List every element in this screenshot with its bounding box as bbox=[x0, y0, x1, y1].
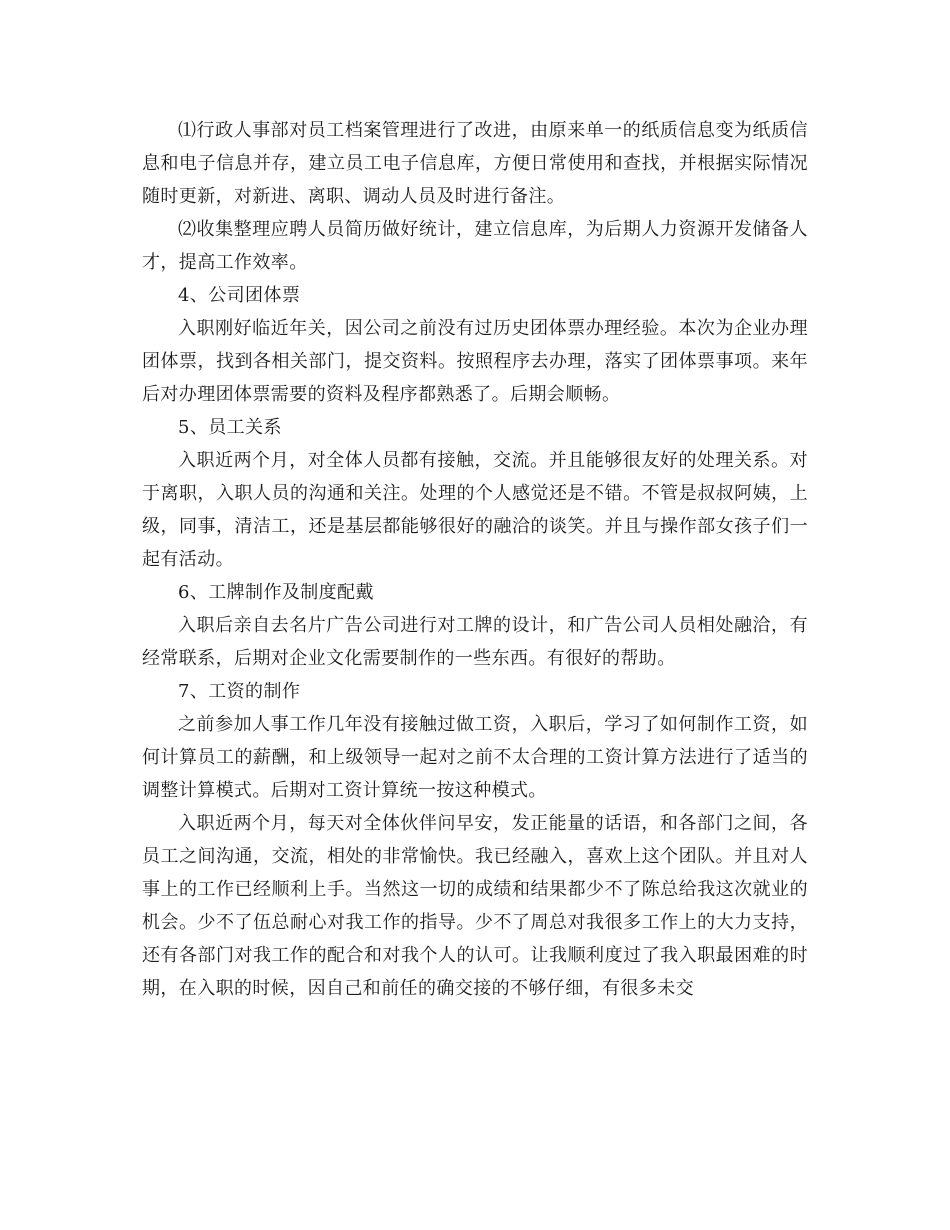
paragraph-badge-making: 入职后亲自去名片广告公司进行对工牌的设计，和广告公司人员相处融洽，有经常联系，后期对企业文化需要制作的一些东西。有很好的帮助。 bbox=[142, 615, 808, 669]
document-body bbox=[142, 114, 808, 1005]
paragraph-summary: 入职近两个月，每天对全体伙伴问早安，发正能量的话语，和各部门之间，各员工之间沟通，交流，相处的非常愉快。我已经融入，喜欢上这个团队。并且对人事上的工作已经顺利上手。当然这一切的成绩和结果都少不了陈总给我这次就业的机会。少不了伍总耐心对我工作的指导。少不了周总对我很多工作上的大力支持，还有各部门对我工作的配合和对我个人的认可。让我顺利度过了我入职最困难的时期，在入职的时候，因自己和前任的确交接的不够仔细，有很多未交 bbox=[142, 813, 808, 999]
section-heading-employee-relations: 5、员工关系 bbox=[178, 417, 282, 438]
section-heading-payroll: 7、工资的制作 bbox=[178, 681, 301, 702]
paragraph-archive-management: ⑴行政人事部对员工档案管理进行了改进，由原来单一的纸质信息变为纸质信息和电子信息并存，建立员工电子信息库，方便日常使用和查找，并根据实际情况随时更新，对新进、离职、调动人员及时进行备注。 bbox=[142, 120, 808, 207]
paragraph-employee-relations: 入职近两个月，对全体人员都有接触，交流。并且能够很友好的处理关系。对于离职，入职人员的沟通和关注。处理的个人感觉还是不错。不管是叔叔阿姨，上级，同事，清洁工，还是基层都能够很好的融洽的谈笑。并且与操作部女孩子们一起有活动。 bbox=[142, 450, 808, 570]
paragraph-group-ticket: 入职刚好临近年关，因公司之前没有过历史团体票办理经验。本次为企业办理团体票，找到各相关部门，提交资料。按照程序去办理，落实了团体票事项。来年后对办理团体票需要的资料及程序都熟悉了。后期会顺畅。 bbox=[142, 318, 808, 405]
paragraph-payroll: 之前参加人事工作几年没有接触过做工资，入职后，学习了如何制作工资，如何计算员工的薪酬，和上级领导一起对之前不太合理的工资计算方法进行了适当的调整计算模式。后期对工资计算统一按这种模式。 bbox=[142, 714, 808, 801]
paragraph-resume-collection: ⑵收集整理应聘人员简历做好统计，建立信息库，为后期人力资源开发储备人才，提高工作效率。 bbox=[142, 219, 808, 273]
section-heading-badge-making: 6、工牌制作及制度配戴 bbox=[178, 582, 374, 603]
section-heading-group-ticket: 4、公司团体票 bbox=[178, 285, 301, 306]
